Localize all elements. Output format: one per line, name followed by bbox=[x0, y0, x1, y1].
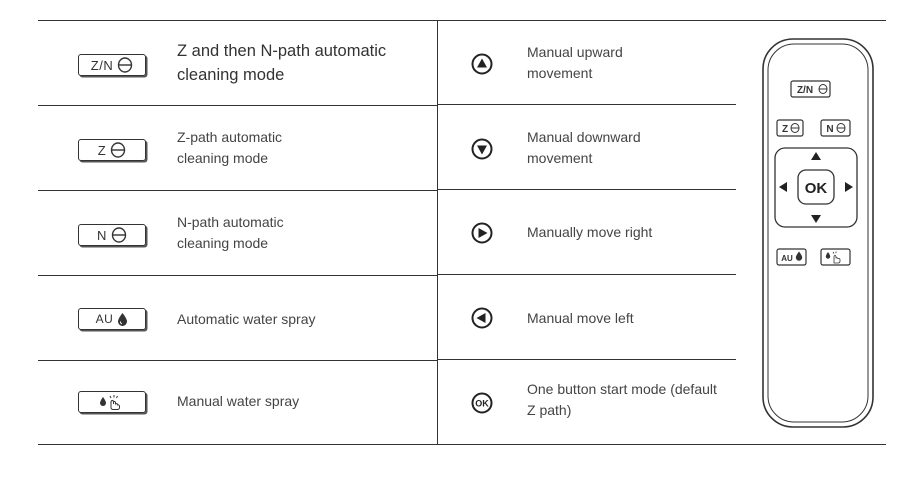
manual-spray-button bbox=[78, 391, 146, 413]
n-mode-button bbox=[78, 224, 146, 246]
row-divider bbox=[38, 190, 437, 191]
z-mode-button-icon bbox=[78, 139, 146, 161]
au-spray-button-icon bbox=[78, 308, 146, 330]
manual-spray-label: Manual water spray bbox=[177, 393, 300, 409]
right-arrow-circle-icon bbox=[471, 222, 493, 244]
n-mode-button-icon bbox=[78, 224, 146, 246]
zn-mode-label: Z and then N-path automatic cleaning mode bbox=[177, 42, 387, 84]
z-mode-button bbox=[78, 139, 146, 161]
z-mode-label: Z-path automatic cleaning mode bbox=[177, 129, 283, 166]
zn-mode-button bbox=[78, 54, 146, 76]
remote-zn-button bbox=[791, 81, 830, 97]
down-arrow-circle-icon bbox=[471, 138, 493, 160]
row-divider bbox=[438, 189, 736, 190]
hand-spray-icon bbox=[99, 394, 125, 410]
ok-icon-text: OK bbox=[475, 398, 489, 409]
remote-ok-label: OK bbox=[804, 180, 828, 197]
au-spray-label: Automatic water spray bbox=[177, 311, 316, 327]
ok-start-label: One button start mode (default Z path) bbox=[527, 381, 717, 418]
row-divider bbox=[38, 275, 437, 276]
au-spray-button bbox=[78, 308, 146, 330]
remote-z-label: Z bbox=[781, 124, 789, 135]
left-movement-label: Manual move left bbox=[527, 310, 634, 326]
cleaning-path-icon bbox=[117, 57, 133, 73]
zn-mode-button-icon bbox=[78, 54, 146, 76]
table-bottom-rule bbox=[38, 444, 886, 445]
cleaning-path-icon bbox=[110, 142, 126, 158]
water-drop-icon bbox=[117, 312, 128, 327]
row-divider bbox=[438, 274, 736, 275]
row-divider bbox=[38, 105, 437, 106]
remote-au-label: AU bbox=[781, 254, 793, 263]
button-text: Z bbox=[97, 142, 107, 158]
remote-zn-label: Z/N bbox=[796, 85, 814, 96]
left-arrow-circle-icon bbox=[471, 307, 493, 329]
row-divider bbox=[38, 360, 437, 361]
row-divider bbox=[438, 104, 736, 105]
remote-n-button bbox=[821, 120, 850, 136]
remote-manual-spray-button bbox=[821, 249, 850, 265]
cleaning-path-icon bbox=[111, 227, 127, 243]
ok-circle-icon bbox=[471, 392, 493, 414]
row-divider bbox=[438, 359, 736, 360]
up-arrow-circle-icon bbox=[471, 53, 493, 75]
up-movement-label: Manual upward movement bbox=[527, 44, 623, 81]
button-text: N bbox=[97, 227, 107, 243]
remote-n-label: N bbox=[826, 124, 834, 135]
remote-z-button bbox=[777, 120, 803, 136]
remote-dpad bbox=[775, 148, 857, 227]
table-top-rule bbox=[38, 20, 886, 21]
remote-control-illustration bbox=[760, 36, 880, 432]
remote-au-button bbox=[777, 249, 806, 265]
down-movement-label: Manual downward movement bbox=[527, 129, 641, 166]
column-divider bbox=[437, 20, 438, 444]
right-movement-label: Manually move right bbox=[527, 224, 653, 240]
button-text: Z/N bbox=[90, 57, 114, 73]
manual-spray-button-icon bbox=[78, 391, 146, 413]
n-mode-label: N-path automatic cleaning mode bbox=[177, 214, 284, 251]
button-text: AU bbox=[95, 312, 114, 326]
